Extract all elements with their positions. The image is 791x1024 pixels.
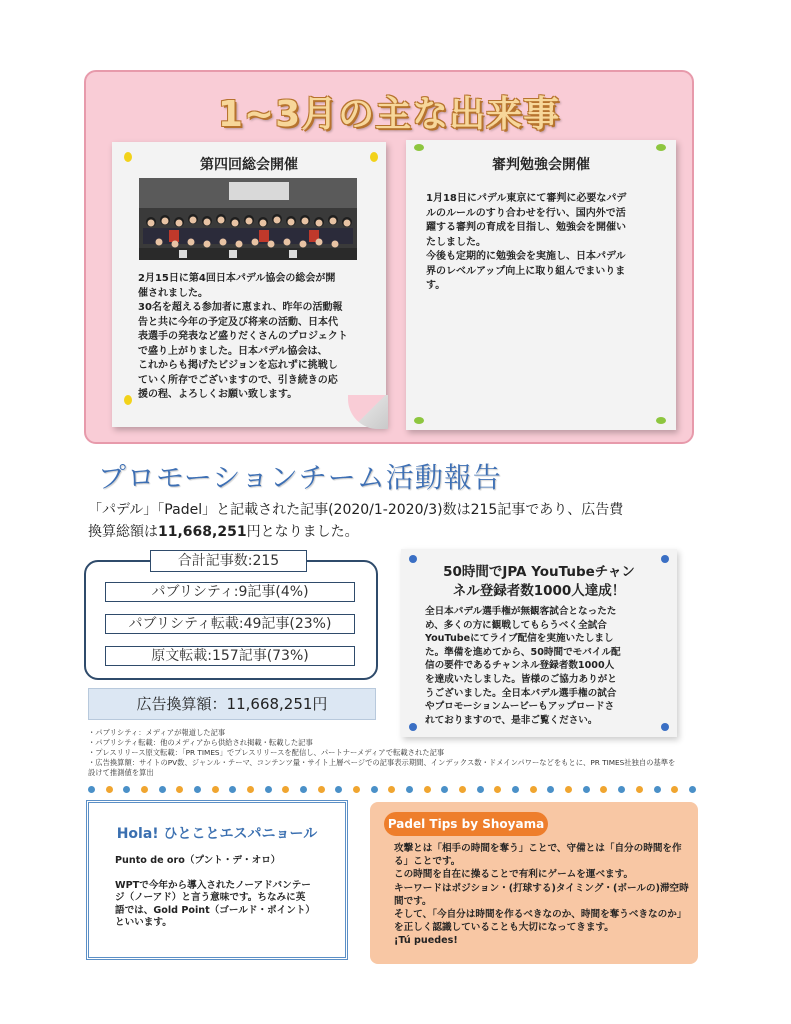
general-meeting-heading: 第四回総会開催: [200, 157, 298, 173]
dotted-divider: [88, 786, 696, 796]
pin-icon: [409, 723, 417, 731]
youtube-milestone-card: [401, 549, 677, 737]
group-photo-image: [139, 178, 357, 260]
general-meeting-card: [112, 142, 386, 427]
padel-tips-text: 攻撃とは「相手の時間を奪う」ことで、守備とは「自分の時間を作 る」ことです。 この時間を自在に操ることで有利にゲームを運べます。 キーワードはポジション・(打球する)タイミング・(ボールの)滞空時 間です。 そして、「今自分は時間を作るべきなのか、時間を奪うべきなのか」 を正しく認識していることも大切になってきます。 ¡Tú puedes!: [394, 843, 689, 947]
pin-icon: [414, 417, 424, 424]
referee-study-heading: 審判勉強会開催: [492, 157, 590, 173]
original-repost-row: 原文転載:157記事(73%): [105, 646, 355, 666]
spanish-phrase: Punto de oro（プント・デ・オロ）: [115, 855, 281, 866]
referee-study-text: 1月18日にパデル東京にて審判に必要なパデ ルのルールのすり合わせを行い、国内外で活 躍する審判の育成を目指し、勉強会を開催い たしました。 今後も定期的に勉強会を実施し、日本パデル 界のレベルアップ向上に取り組んでまいりま す。: [426, 193, 627, 291]
general-meeting-text: 2月15日に第4回日本パデル協会の総会が開 催されました。 30名を超える参加者に恵まれ、昨年の活動報 告と共に今年の予定及び将来の活動、日本代 表選手の発表など盛りだくさんのプロジェクト で盛り上がりました。日本パデル協会は、 これからも掲げたビジョンを忘れずに挑戦し ていく所存でございますので、引き続きの応 援の程、よろしくお願い致します。: [138, 273, 348, 400]
promotion-title: プロモーションチーム活動報告: [98, 461, 502, 494]
total-articles-label: 合計記事数:215: [150, 550, 307, 572]
page-curl: [348, 395, 388, 429]
padel-tips-box: [370, 802, 698, 964]
promotion-intro: 「パデル」「Padel」と記載された記事(2020/1-2020/3)数は215記事であり、広告費 換算総額は11,668,251円となりました。: [88, 502, 624, 540]
publicity-repost-row: パブリシティ転載:49記事(23%): [105, 614, 355, 634]
referee-study-card: [406, 140, 676, 430]
pin-icon: [656, 417, 666, 424]
pin-icon: [414, 144, 424, 151]
spanish-corner-title: Hola! ひとことエスパニョール: [116, 826, 318, 842]
pin-icon: [409, 555, 417, 563]
promotion-footnotes: ・パブリシティ：メディアが報道した記事 ・パブリシティ転載：他のメディアから供給され掲載・転載した記事 ・プレスリリース原文転載：「PR TIMES」でプレスリリースを配信し、パートナーメディアで転載された記事 ・広告換算額：サイトのPV数、ジャンル・テーマ、コンテンツ量・サイト上層ページでの記事表示期間、インデックス数・ドメインパワーなどをもとに、PR TIMES社独自の基準を 設けて推測値を算出: [88, 728, 676, 777]
events-panel: [84, 70, 694, 444]
padel-tips-badge: Padel Tips by Shoyama: [384, 812, 548, 836]
group-photo: [139, 178, 357, 260]
pin-icon: [124, 395, 132, 405]
ad-value-box: 広告換算額：11,668,251円: [88, 688, 376, 720]
spanish-corner-text: Punto de oro（プント・デ・オロ） WPTで今年から導入されたノーアドバンテー ジ（ノーアド）と言う意味です。ちなみに英 語では、Gold Point（ゴールド・ポイント） といいます。: [115, 855, 337, 930]
youtube-milestone-text: 全日本パデル選手権が無観客試合となったた め、多くの方に観戦してもらうべく全試合 YouTubeにてライブ配信を実施いたしまし た。準備を進めてから、50時間でモバイル配 信の要件であるチャンネル登録者数1000人 を達成いたしました。皆様のご協力ありがと うございました。全日本パデル選手権の試合 やプロモーションムービーもアップロードさ れておりますので、是非ご覧ください。: [425, 606, 621, 726]
youtube-milestone-heading: 50時間でJPA YouTubeチャン ネル登録者数1000人達成！: [443, 564, 635, 599]
spanish-corner-box: [86, 800, 348, 960]
events-title: 1~3月の主な出来事: [217, 94, 561, 135]
publicity-row: パブリシティ:9記事(4%): [105, 582, 355, 602]
pin-icon: [656, 144, 666, 151]
pin-icon: [661, 555, 669, 563]
